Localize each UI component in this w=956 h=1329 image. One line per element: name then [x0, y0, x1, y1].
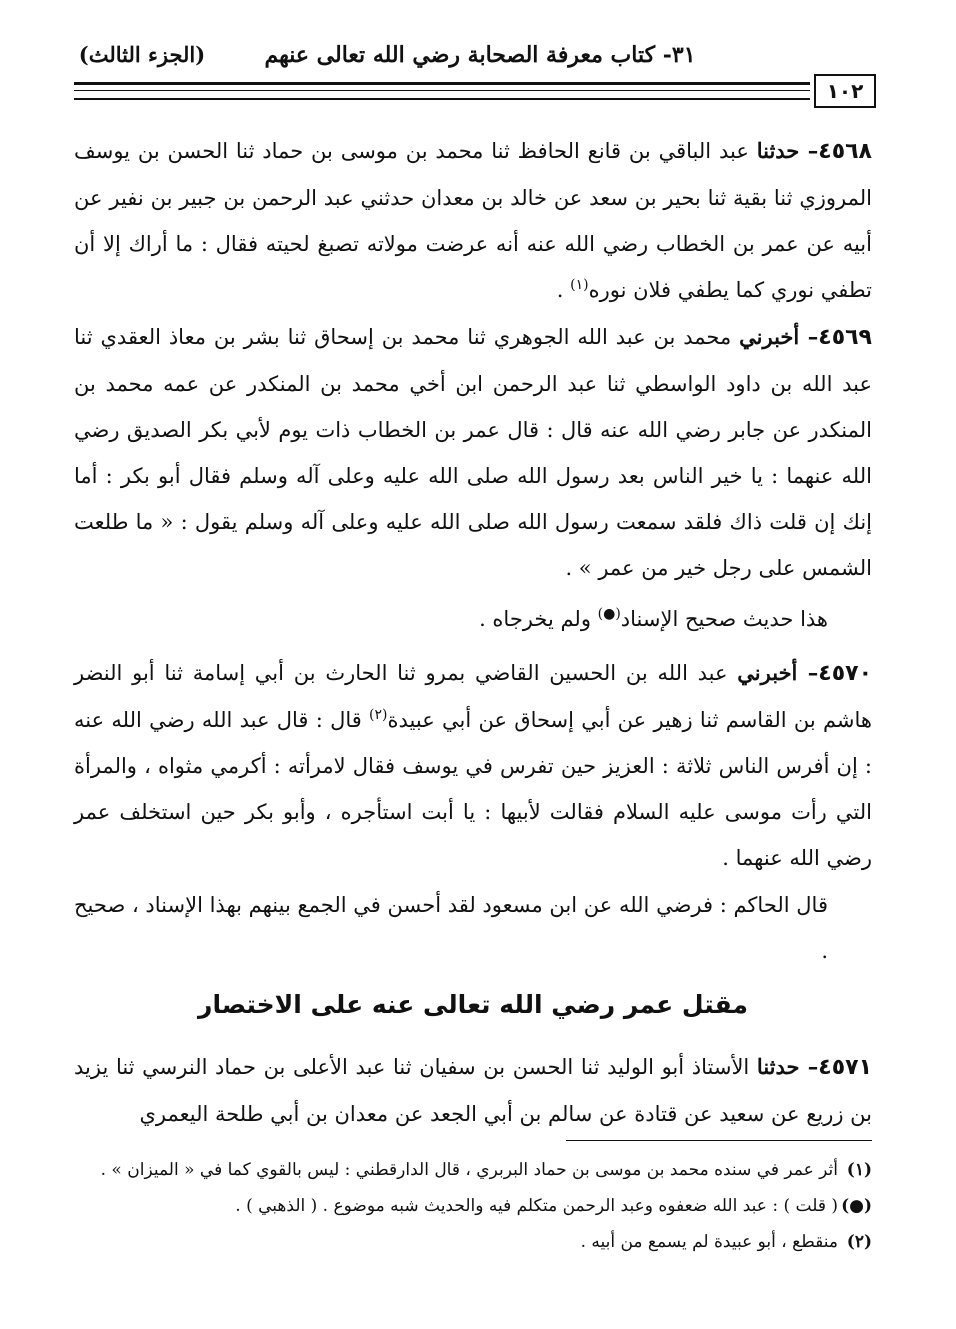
footnotes — [74, 1152, 872, 1260]
grading-note — [74, 596, 872, 642]
chapter-title: ٣١- كتاب معرفة الصحابة رضي الله تعالى عنهم — [264, 42, 696, 68]
hadith-text: محمد بن عبد الله الجوهري ثنا محمد بن إسحاق ثنا بشر بن معاذ العقدي ثنا عبد الله بن داود الواسطي ثنا عبد الرحمن ابن أخي محمد بن المنكدر عن عمه محمد بن المنكدر عن جابر رضي الله عنه قال : قال عمر بن الخطاب ذات يوم لأبي بكر الصديق رضي الله عنهما : يا خير الناس بعد رسول الله صلى الله عليه وعلى آله وسلم فقال أبو بكر : أما إنك إن قلت ذاك فلقد سمعت رسول الله صلى الله عليه وعلى آله وسلم يقول : « ما طلعت الشمس على رجل خير من عمر » . — [74, 325, 872, 580]
hadith-text: عبد الله بن الحسين القاضي بمرو ثنا الحارث بن أبي إسامة ثنا أبو النضر هاشم بن القاسم ثنا زهير عن أبي إسحاق عن أبي عبيدة — [74, 661, 872, 732]
section-heading: مقتل عمر رضي الله تعالى عنه على الاختصار — [198, 990, 748, 1019]
hadith-lead: – أخبرني — [739, 324, 819, 349]
hadith-text-cont: قال : قال عبد الله رضي الله عنه : إن أفرس الناس ثلاثة : العزيز حين تفرس في يوسف فقال لامرأته : أكرمي مثواه ، والمرأة التي رأت موسى عليه السلام فقالت لأبيها : يا أبت استأجره ، وأبو بكر حين استخلف عمر رضي الله عنهما . — [74, 708, 872, 870]
hadith-4571 — [74, 1044, 872, 1137]
hadith-lead: – أخبرني — [737, 660, 819, 685]
hadith-4569 — [74, 314, 872, 591]
hadith-lead: – حدثنا — [756, 138, 819, 163]
header-rule-lower — [74, 98, 810, 100]
footnote-text: منقطع ، أبو عبيدة لم يسمع من أبيه . — [580, 1232, 838, 1252]
hadith-number: ٤٥٦٨ — [818, 139, 872, 164]
hadith-text: الأستاذ أبو الوليد ثنا الحسن بن سفيان ثنا عبد الأعلى بن حماد النرسي ثنا يزيد بن زريع عن سعيد عن قتادة عن سالم بن أبي الجعد عن معدان بن أبي طلحة اليعمري — [74, 1055, 872, 1126]
page-number: ١٠٢ — [814, 74, 876, 108]
footnote-mark: (٢) — [846, 1232, 872, 1252]
hadith-4570 — [74, 650, 872, 881]
footnote-rule — [566, 1140, 872, 1141]
hadith-4568 — [74, 128, 872, 313]
hadith-text: عبد الباقي بن قانع الحافظ ثنا محمد بن موسى بن حماد ثنا الحسن بن يوسف المروزي ثنا بقية ثنا بحير بن سعد عن خالد بن معدان حدثني عبد الرحمن بن جبير بن نفير عن أبيه عن عمر بن الخطاب رضي الله عنه أنه عرضت مولاته تصبغ لحيته فقال : ما أراك إلا أن تطفي نوري كما يطفي فلان نوره — [74, 139, 872, 302]
hadith-number: ٤٥٦٩ — [818, 325, 872, 350]
footnote-ref: (١) — [570, 277, 589, 293]
hakim-note: قال الحاكم : فرضي الله عن ابن مسعود لقد أحسن في الجمع بينهم بهذا الإسناد ، صحيح . — [74, 893, 828, 963]
hadith-number: ٤٥٧١ — [818, 1055, 873, 1080]
footnote-text: أثر عمر في سنده محمد بن موسى بن حماد البربري ، قال الدارقطني : ليس بالقوي كما في « الميزان » . — [100, 1160, 838, 1180]
footnote-ref: (●) — [597, 606, 621, 622]
grading-text: هذا حديث صحيح الإسناد — [620, 607, 828, 631]
volume-label: (الجزء الثالث) — [78, 42, 206, 67]
footnote-mark: (●) — [841, 1196, 872, 1216]
footnote-mark: (١) — [846, 1160, 872, 1180]
grading-end: ولم يخرجاه . — [479, 607, 598, 631]
header-rule-thin — [74, 90, 810, 91]
hadith-end: . — [556, 278, 571, 302]
hadith-number: ٤٥٧٠ — [818, 661, 872, 686]
hadith-lead: – حدثنا — [756, 1054, 819, 1079]
footnote-ref: (٢) — [369, 707, 388, 723]
footnote-editor — [74, 1188, 872, 1224]
header-rule — [74, 82, 810, 85]
footnote-2 — [74, 1224, 872, 1260]
footnote-1 — [74, 1152, 872, 1188]
footnote-text: ( قلت ) : عبد الله ضعفوه وعبد الرحمن متكلم فيه والحديث شبه موضوع . ( الذهبي ) . — [235, 1196, 838, 1216]
